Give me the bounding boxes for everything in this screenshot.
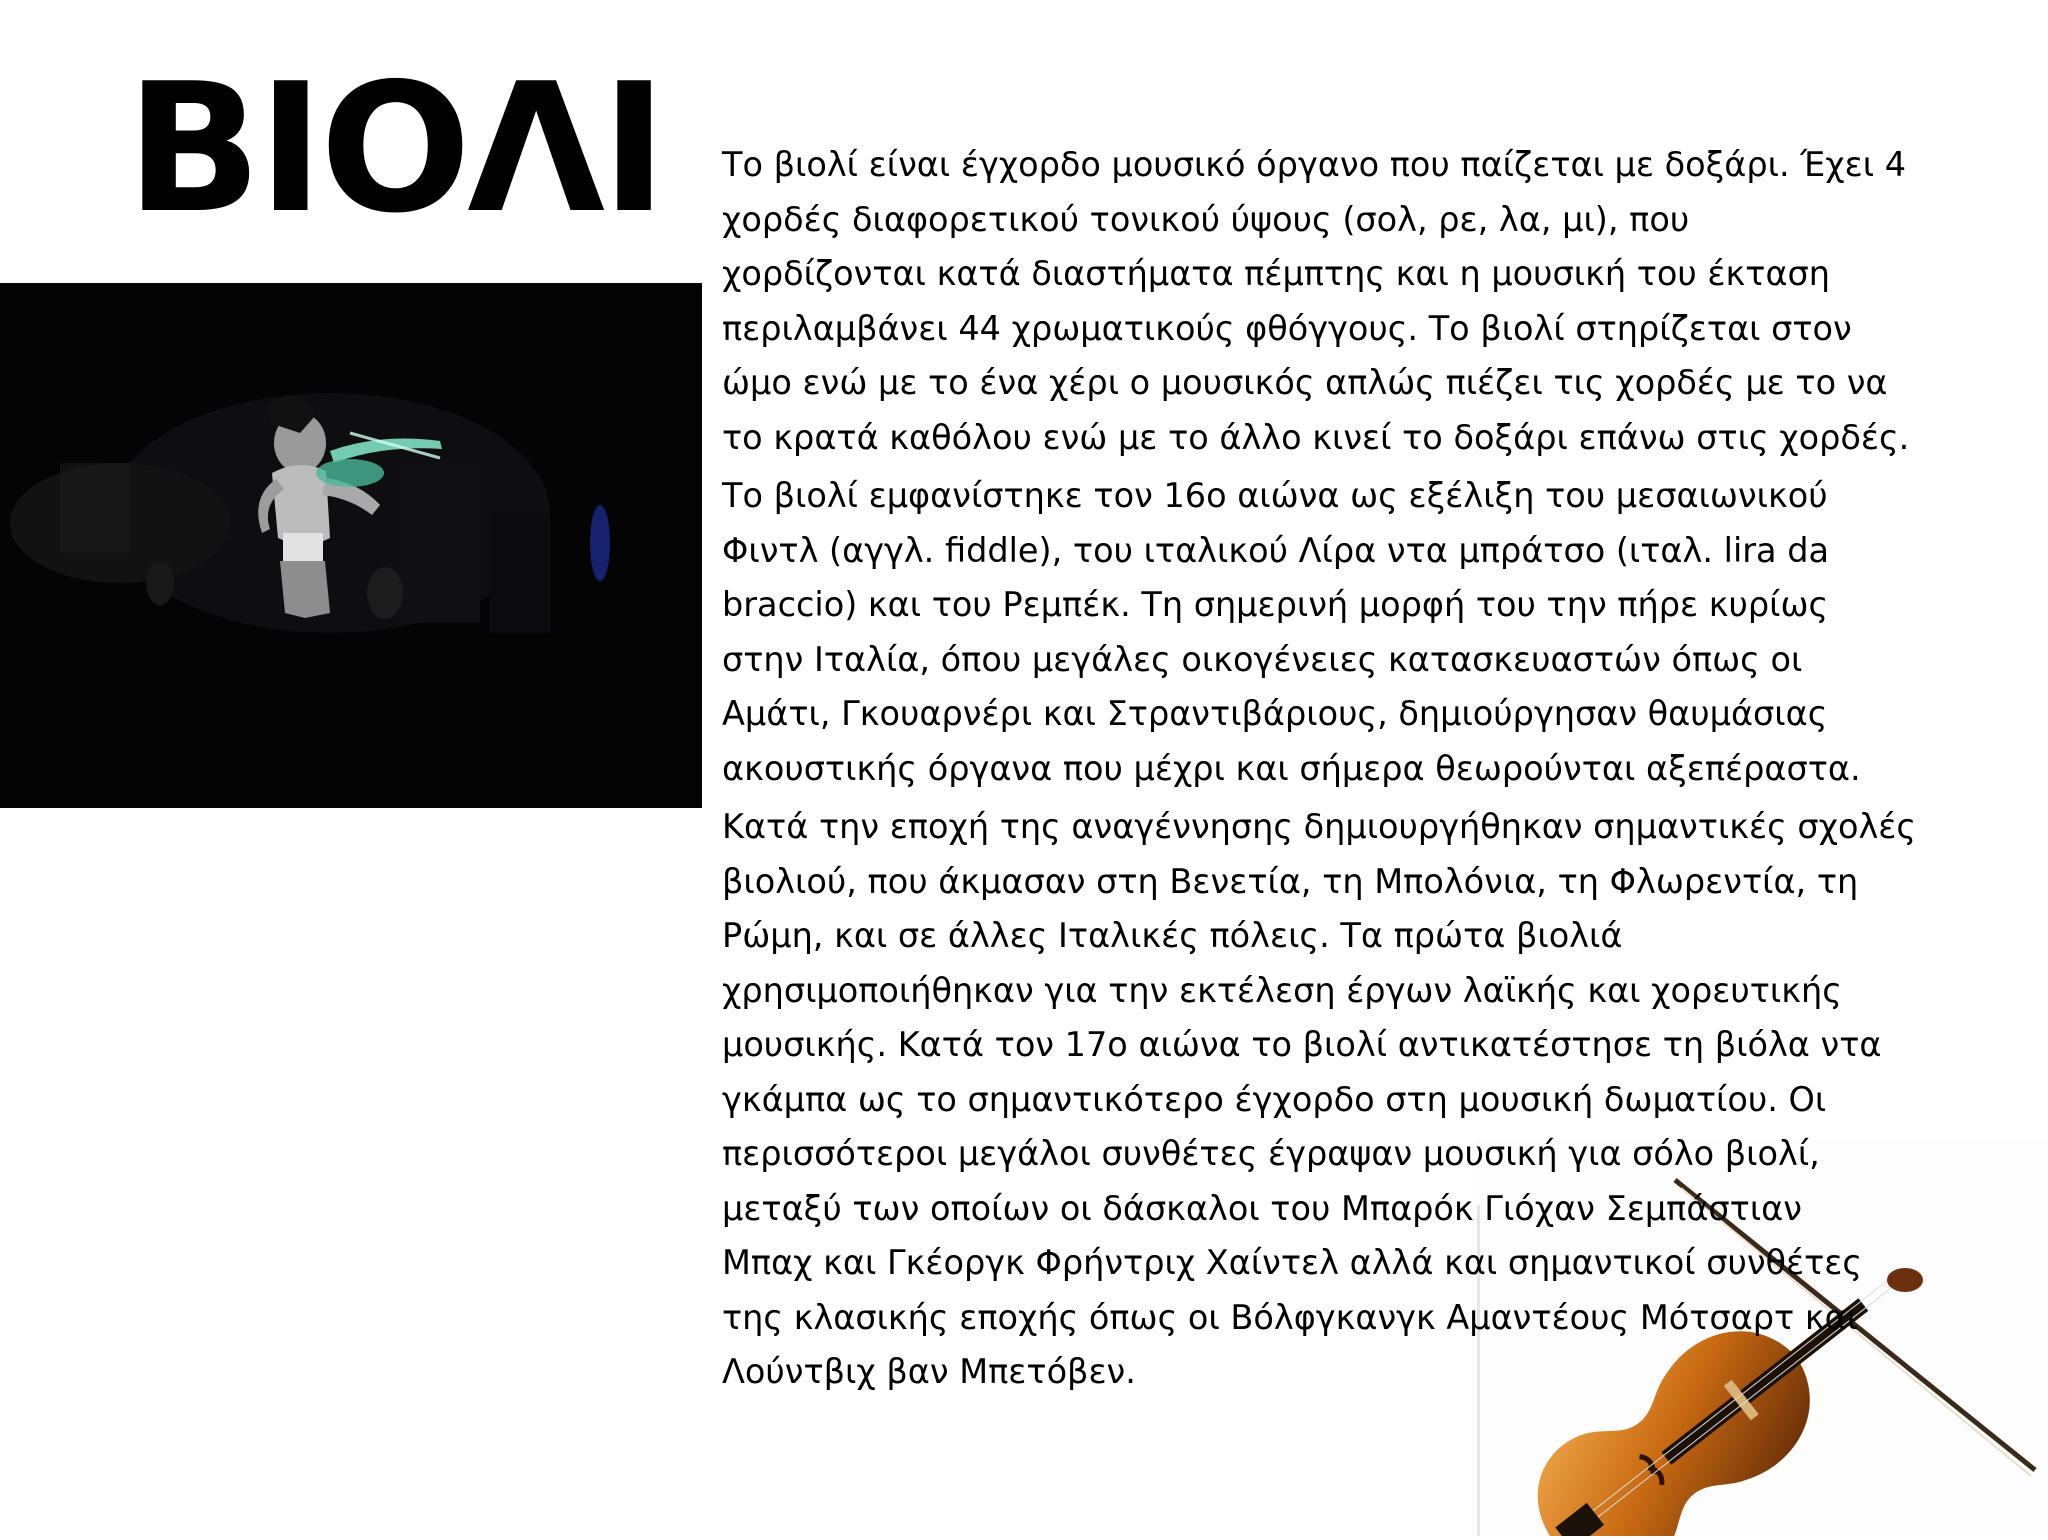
text-line: χρησιμοποιήθηκαν για την εκτέλεση έργων λαϊκής και χορευτικής bbox=[722, 970, 1842, 1010]
text-line: το κρατά καθόλου ενώ με το άλλο κινεί το δοξάρι επάνω στις χορδές. bbox=[722, 417, 1910, 457]
slide-title: ΒΙΟΛΙ bbox=[126, 45, 664, 252]
text-line: Το βιολί εμφανίστηκε τον 16ο αιώνα ως εξέλιξη του μεσαιωνικού bbox=[722, 476, 1828, 515]
text-line: μεταξύ των οποίων οι δάσκαλοι του Μπαρόκ Γιόχαν Σεμπάστιαν bbox=[722, 1188, 1802, 1228]
text-line: ώμο ενώ με το ένα χέρι ο μουσικός απλώς πιέζει τις χορδές με το να bbox=[722, 363, 1888, 402]
text-line: στην Ιταλία, όπου μεγάλες οικογένειες κατασκευαστών όπως οι bbox=[722, 639, 1803, 679]
text-line: Μπαχ και Γκέοργκ Φρήντριχ Χαίντελ αλλά και σημαντικοί συνθέτες bbox=[722, 1243, 1863, 1282]
text-line: Λούντβιχ βαν Μπετόβεν. bbox=[722, 1352, 1136, 1391]
text-line: Κατά την εποχή της αναγέννησης δημιουργήθηκαν σημαντικές σχολές bbox=[722, 807, 1917, 846]
text-line: περισσότεροι μεγάλοι συνθέτες έγραψαν μουσική για σόλο βιολί, bbox=[722, 1134, 1820, 1173]
text-line: χορδές διαφορετικού τονικού ύψους (σολ, ρε, λα, μι), που bbox=[722, 199, 1690, 239]
text-line: Αμάτι, Γκουαρνέρι και Στραντιβάριους, δημιούργησαν θαυμάσιας bbox=[722, 694, 1828, 733]
paragraph-3 bbox=[722, 800, 2032, 1400]
text-line: Ρώμη, και σε άλλες Ιταλικές πόλεις. Τα πρώτα βιολιά bbox=[722, 916, 1623, 955]
text-line: της κλασικής εποχής όπως οι Βόλφγκανγκ Αμαντέους Μότσαρτ και bbox=[722, 1297, 1858, 1337]
text-line: braccio) και του Ρεμπέκ. Τη σημερινή μορφή του την πήρε κυρίως bbox=[722, 585, 1829, 624]
text-line: μουσικής. Κατά τον 17ο αιώνα το βιολί αντικατέστησε τη βιόλα ντα bbox=[722, 1025, 1882, 1064]
text-line: βιολιού, που άκμασαν στη Βενετία, τη Μπολόνια, τη Φλωρεντία, τη bbox=[722, 861, 1859, 901]
text-line: χορδίζονται κατά διαστήματα πέμπτης και η μουσική του έκταση bbox=[722, 254, 1830, 293]
text-line: περιλαμβάνει 44 χρωματικούς φθόγγους. Το βιολί στηρίζεται στον bbox=[722, 308, 1852, 348]
text-line: Το βιολί είναι έγχορδο μουσικό όργανο που παίζεται με δοξάρι. Έχει 4 bbox=[722, 145, 1907, 184]
article-body bbox=[722, 138, 2032, 1400]
paragraph-1 bbox=[722, 138, 2032, 465]
paragraph-2 bbox=[722, 469, 2032, 796]
text-line: Φιντλ (αγγλ. fiddle), του ιταλικού Λίρα ντα μπράτσο (ιταλ. lira da bbox=[722, 530, 1829, 570]
text-line: γκάμπα ως το σημαντικότερο έγχορδο στη μουσική δωματίου. Οι bbox=[722, 1079, 1827, 1119]
violinist-performance-photo bbox=[0, 283, 702, 808]
text-line: ακουστικής όργανα που μέχρι και σήμερα θεωρούνται αξεπέραστα. bbox=[722, 748, 1861, 788]
